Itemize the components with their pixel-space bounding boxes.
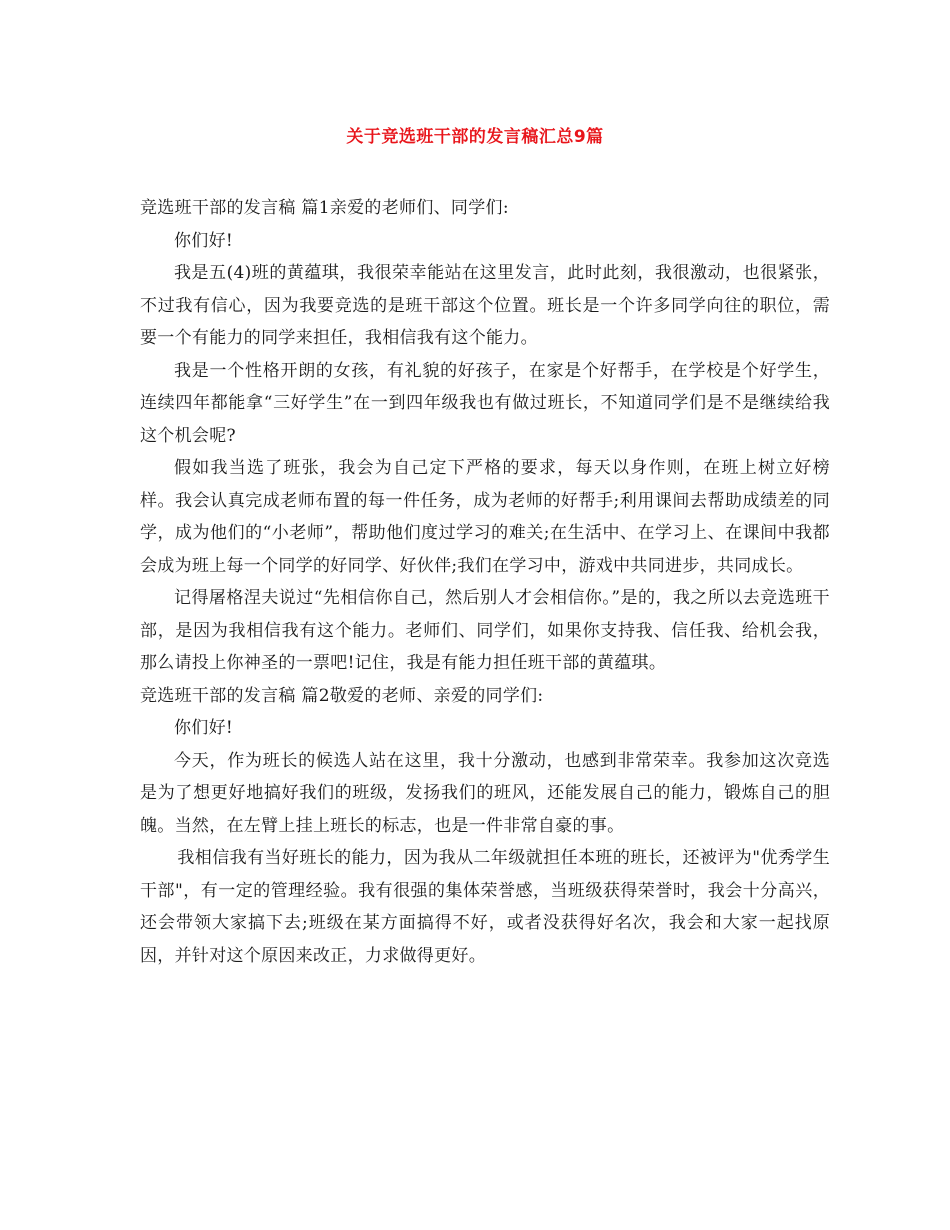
paragraph: 你们好! <box>174 718 234 738</box>
paragraph: 我是一个性格开朗的女孩，有礼貌的好孩子，在家是个好帮手，在学校是个好学生，连续四年都能拿“三好学生”在一到四年级我也有做过班长，不知道同学们是不是继续给我这个机会呢? <box>140 360 830 446</box>
paragraph: 竞选班干部的发言稿 篇1亲爱的老师们、同学们: <box>140 198 509 218</box>
paragraph: 你们好! <box>174 230 234 251</box>
paragraph: 我是五(4)班的黄蕴琪，我很荣幸能站在这里发言，此时此刻，我很激动，也很紧张，不过我有信心，因为我要竞选的是班干部这个位置。班长是一个许多同学向往的职位，需要一个有能力的同学来担任，我相信我有这个能力。 <box>140 263 830 348</box>
paragraph: 假如我当选了班张，我会为自己定下严格的要求，每天以身作则，在班上树立好榜样。我会认真完成老师布置的每一件任务，成为老师的好帮手;利用课间去帮助成绩差的同学，成为他们的“小老师”，帮助他们度过学习的难关;在生活中、在学习上、在课间中我都会成为班上每一个同学的好同学、好伙伴;我们在学习中，游戏中共同进步，共同成长。 <box>140 458 830 576</box>
paragraph: 我相信我有当好班长的能力，因为我从二年级就担任本班的班长，还被评为"优秀学生干部"，有一定的管理经验。我有很强的集体荣誉感，当班级获得荣誉时，我会十分高兴，还会带领大家搞下去;班级在某方面搞得不好，或者没获得好名次，我会和大家一起找原因，并针对这个原因来改正，力求做得更好。 <box>140 848 830 966</box>
paragraph: 今天，作为班长的候选人站在这里，我十分激动，也感到非常荣幸。我参加这次竞选是为了想更好地搞好我们的班级，发扬我们的班风，还能发展自己的能力，锻炼自己的胆魄。当然，在左臂上挂上班长的标志，也是一件非常自豪的事。 <box>140 750 830 836</box>
document-body <box>140 192 830 972</box>
paragraph: 记得屠格涅夫说过“先相信你自己，然后别人才会相信你。”是的，我之所以去竞选班干部，是因为我相信我有这个能力。老师们、同学们，如果你支持我、信任我、给机会我，那么请投上你神圣的一票吧!记住，我是有能力担任班干部的黄蕴琪。 <box>140 588 830 673</box>
paragraph: 竞选班干部的发言稿 篇2敬爱的老师、亲爱的同学们: <box>140 685 544 706</box>
document-title: 关于竞选班干部的发言稿汇总9篇 <box>346 127 604 147</box>
